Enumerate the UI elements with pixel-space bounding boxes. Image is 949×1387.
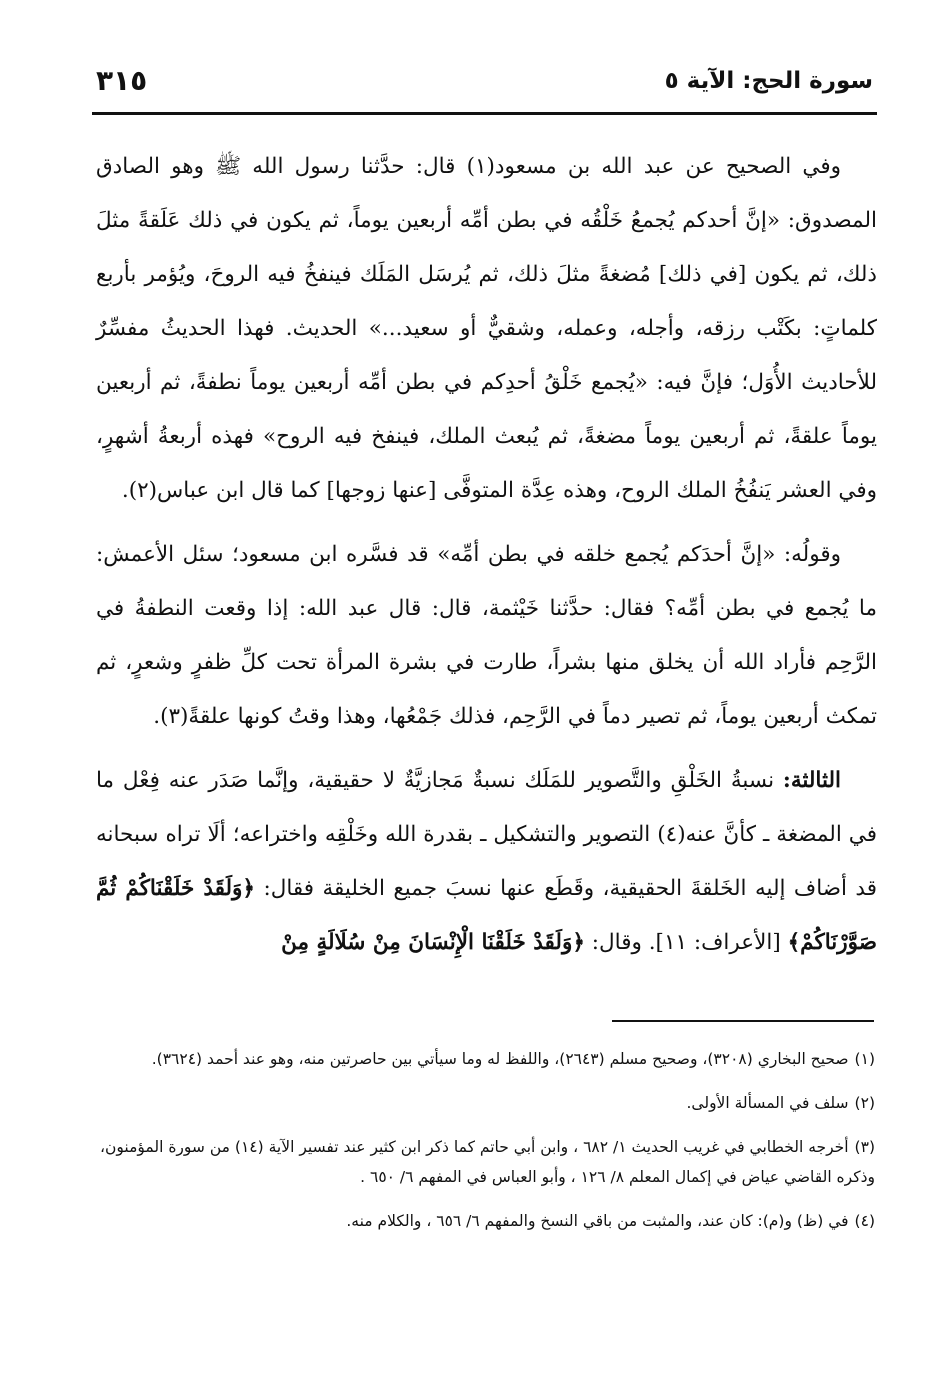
footnote-number: (٢): [854, 1094, 875, 1112]
footnote-number: (٤): [854, 1212, 875, 1230]
paragraph-1: وفي الصحيح عن عبد الله بن مسعود(١) قال: حدَّثنا رسول الله ﷺ وهو الصادق المصدوق: «إنَّ أحدكم يُجمعُ خَلْقُه في بطن أمِّه أربعين يوماً، ثم يكون في ذلك عَلَقةً مثلَ ذلك، ثم يكون [في ذلك] مُضغةً مثلَ ذلك، ثم يُرسَل المَلَك فينفخُ فيه الروحَ، ويُؤمر بأربع كلماتٍ: بكَتْب رزقه، وأجله، وعمله، وشقيٌّ أو سعيد...» الحديث. فهذا الحديثُ مفسِّرٌ للأحاديث الأُوَل؛ فإنَّ فيه: «يُجمع خَلْقُ أحدِكم في بطن أمِّه أربعين يوماً نطفةً، ثم أربعين يوماً علقةً، ثم أربعين يوماً مضغةً، ثم يُبعث الملك، فينفخ فيه الروح» فهذه أربعةُ أشهرٍ، وفي العشر يَنفُخُ الملك الروح، وهذه عِدَّة المتوفَّى [عنها زوجها] كما قال ابن عباس(٢).: [96, 154, 877, 503]
footnote-number: (٣): [854, 1138, 875, 1156]
header-rule: [92, 112, 877, 115]
footnote-text: أخرجه الخطابي في غريب الحديث ١/ ٦٨٢ ، وابن أبي حاتم كما ذكر ابن كثير عند تفسير الآية (١٤) من سورة المؤمنون، وذكره القاضي عياض في إكمال المعلم ٨/ ١٢٦ ، وأبو العباس في المفهم ٦/ ٦٥٠ .: [100, 1138, 875, 1186]
paragraph-3-text: نسبةُ الخَلْقِ والتَّصوير للمَلَك نسبةٌ مَجازيَّةٌ لا حقيقية، وإنَّما صَدَر عنه فِعْل ما في المضغة ـ كأنَّ عنه(٤) التصوير والتشكيل ـ بقدرة الله وخَلْقِه واختراعه؛ ألَا تراه سبحانه قد أضاف إليه الخَلقةَ الحقيقية، وقَطَع عنها نسبَ جميع الخليقة فقال:: [96, 768, 877, 901]
quran-verse-2: ﴿وَلَقَدْ خَلَقْنَا الْإِنْسَانَ مِنْ سُلَالَةٍ مِنْ: [281, 930, 585, 955]
running-title: سورة الحج: الآية ٥: [664, 68, 873, 94]
quran-verse-1: ﴿وَلَقَدْ خَلَقْنَاكُمْ ثُمَّ صَوَّرْنَاكُمْ﴾: [96, 876, 877, 955]
footnote-text: سلف في المسألة الأولى.: [686, 1094, 849, 1112]
footnote-rule: [612, 1020, 874, 1022]
running-header: [96, 58, 873, 104]
footnote-1: [100, 1044, 875, 1074]
paragraph-3: [96, 754, 877, 970]
footnote-number: (١): [854, 1050, 875, 1068]
footnote-3: [100, 1132, 875, 1192]
paragraph-3-tail: وقال:: [591, 930, 642, 955]
footnote-4: [100, 1206, 875, 1236]
paragraph-2: وقولُه: «إنَّ أحدَكم يُجمع خلقه في بطن أمِّه» قد فسَّره ابن مسعود؛ سئل الأعمش: ما يُجمع في بطن أمِّه؟ فقال: حدَّثنا خَيْثمة، قال: قال عبد الله: إذا وقعت النطفةُ في الرَّحِم فأراد الله أن يخلق منها بشراً، طارت في بشرة المرأة تحت كلِّ ظفرٍ وشعرٍ، ثم تمكث أربعين يوماً، ثم تصير دماً في الرَّحِم، فذلك جَمْعُها، وهذا وقتُ كونها علقةً(٣).: [96, 542, 877, 729]
main-text: [96, 140, 877, 970]
footnote-text: في (ظ) و(م): كان عند، والمثبت من باقي النسخ والمفهم ٦/ ٦٥٦ ، والكلام منه.: [346, 1212, 849, 1230]
quran-verse-1-ref: [الأعراف: ١١].: [648, 930, 781, 955]
paragraph-3-lead: الثالثة:: [782, 768, 841, 793]
footnote-text: صحيح البخاري (٣٢٠٨)، وصحيح مسلم (٢٦٤٣)، واللفظ له وما سيأتي بين حاصرتين منه، وهو عند أحمد (٣٦٢٤).: [151, 1050, 849, 1068]
page-number: ٣١٥: [96, 64, 148, 97]
footnotes: [100, 1044, 875, 1250]
footnote-2: [100, 1088, 875, 1118]
